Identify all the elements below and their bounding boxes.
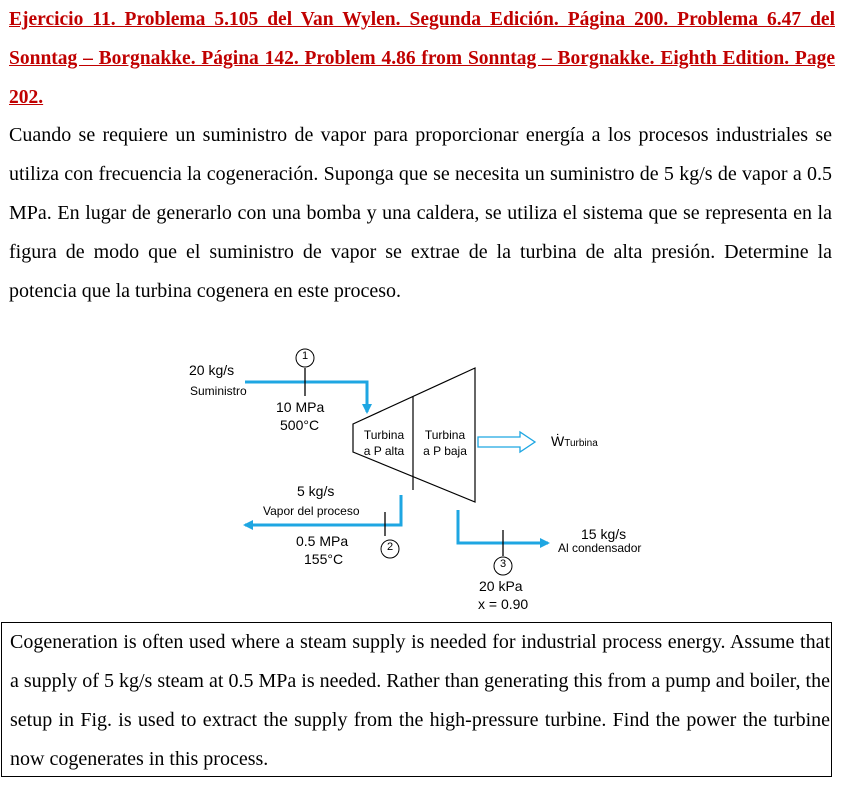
turbine-low-line2: a P baja xyxy=(423,444,467,458)
problem-statement-spanish: Cuando se requiere un suministro de vapor para proporcionar energía a los procesos industriales se utiliza con frecuencia la cogeneración. Suponga que se necesita un suministro de 5 kg/s de vapor a 0.5 MPa. En lugar de generarlo con una bomba y una caldera, se utiliza el sistema que se representa en la figura de modo que el suministro de vapor se extrae de la turbina de alta presión. Determine la potencia que la turbina cogenera en este proceso. xyxy=(9,124,832,302)
state-1-number: 1 xyxy=(301,350,309,362)
outlet-pressure-label: 20 kPa xyxy=(479,578,523,594)
process-steam-label: Vapor del proceso xyxy=(263,504,360,518)
inlet-supply-label: Suministro xyxy=(190,384,247,398)
turbine-high-line1: Turbina xyxy=(363,428,405,442)
process-pressure-label: 0.5 MPa xyxy=(296,533,349,549)
turbine-high-line2: a P alta xyxy=(363,444,405,458)
work-symbol: Ẇ xyxy=(551,433,565,449)
state-2-number: 2 xyxy=(386,541,394,553)
work-subscript: Turbina xyxy=(564,438,598,449)
inlet-temperature-label: 500°C xyxy=(280,417,320,433)
turbine-low-label xyxy=(416,427,474,459)
outlet-flow-label: 15 kg/s xyxy=(581,526,627,542)
cogeneration-turbine-diagram xyxy=(0,340,842,620)
outlet-condenser-label: Al condensador xyxy=(558,541,642,555)
problem-statement-english: Cogeneration is often used where a steam supply is needed for industrial process energy. Assume that a supply of 5 kg/s steam at 0.5 MPa is needed. Rather than generating this from a pump and boiler, the setup in Fig. is used to extract the supply from the high-pressure turbine. Find the power the turbine now cogenerates in this process. xyxy=(10,631,830,770)
process-flow-label: 5 kg/s xyxy=(297,483,335,499)
work-label xyxy=(551,433,598,449)
work-arrow xyxy=(478,432,535,452)
process-temperature-label: 155°C xyxy=(304,551,344,567)
diagram-svg xyxy=(0,340,842,620)
outlet-quality-label: x = 0.90 xyxy=(478,596,529,612)
turbine-low-line1: Turbina xyxy=(424,428,466,442)
state-3-number: 3 xyxy=(499,558,507,570)
inlet-flow-label: 20 kg/s xyxy=(189,362,235,378)
problem-title: Ejercicio 11. Problema 5.105 del Van Wylen. Segunda Edición. Página 200. Problema 6.47 del Sonntag – Borgnakke. Página 142. Problem 4.86 from Sonntag – Borgnakke. Eighth Edition. Page 202. xyxy=(9,9,835,108)
inlet-pressure-label: 10 MPa xyxy=(276,399,325,415)
turbine-high-label xyxy=(356,427,412,459)
